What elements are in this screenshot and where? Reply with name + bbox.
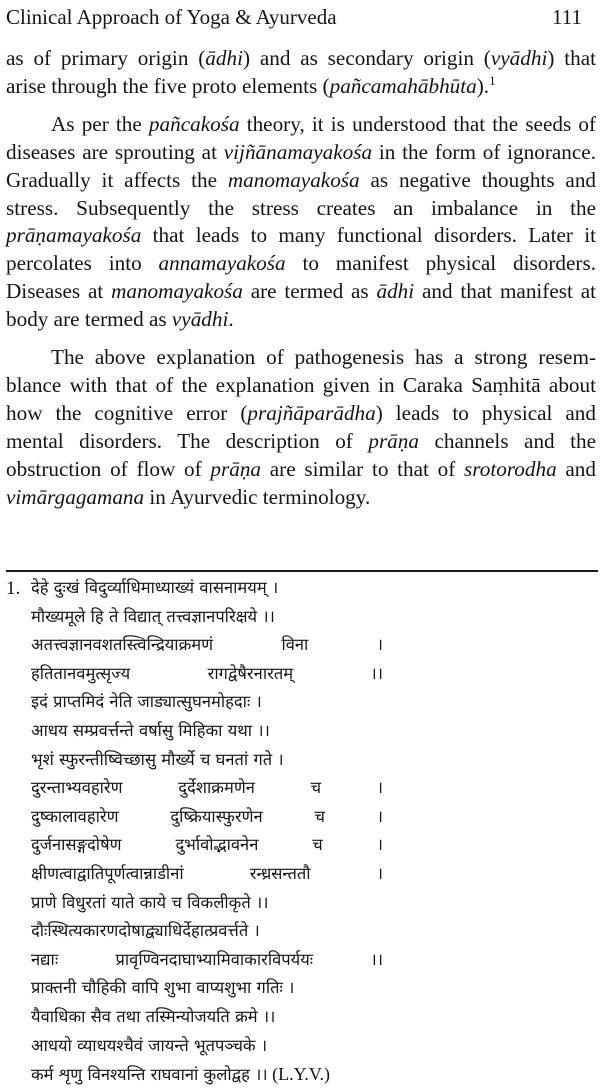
text-run: ). xyxy=(476,73,490,98)
footnote-line xyxy=(6,603,596,632)
verse-line: दुर्जनासङ्गदोषेण दुर्भावोद्भावनेन च । xyxy=(31,835,383,855)
verse-line: आधयो व्याधयश्चैवं जायन्ते भूतपञ्चके । xyxy=(31,1035,268,1055)
footnote-line xyxy=(6,631,596,660)
text-run: channels and the obstruction of flow of xyxy=(6,428,596,481)
text-run: are termed as xyxy=(242,279,377,304)
page-number: 111 xyxy=(552,5,582,29)
text-run: ) leads to physical and mental disorders. The description of xyxy=(6,400,596,453)
text-run: . xyxy=(228,307,234,332)
footnote-line xyxy=(6,774,596,803)
italic-term: annamayakośa xyxy=(158,251,286,276)
footnote-line xyxy=(6,746,596,775)
footnote-line xyxy=(6,1003,596,1032)
text-run: as negative thoughts and stress. Subsequently the stress creates an imbalance in the xyxy=(6,167,597,220)
verse-line: आधय सम्प्रवर्त्तन्ते वर्षासु मिहिका यथा ।। xyxy=(31,720,270,740)
verse-line: क्षीणत्वाद्वातिपूर्णत्वान्नाडीनां रन्ध्रसन्ततौ । xyxy=(31,863,383,883)
footnote-line xyxy=(6,688,596,717)
footnote-line xyxy=(6,717,596,746)
text-run: in the form of ignorance. Gradually it affects the xyxy=(6,139,596,192)
text-run: as of primary origin ( xyxy=(6,46,206,70)
text-run: that leads to many functional disorders. Later it percolates into xyxy=(6,223,596,276)
footnote-line xyxy=(6,889,596,918)
verse-line: दुष्कालावहारेण दुष्क्रियास्फुरणेन च । xyxy=(31,806,383,826)
footnote-line xyxy=(6,946,596,975)
italic-term: manomayakośa xyxy=(227,167,360,192)
italic-term: ādhi xyxy=(205,46,243,70)
verse-line: अतत्त्वज्ञानवशतस्त्विन्द्रियाक्रमणं विना । xyxy=(31,635,383,655)
footnote-line xyxy=(6,803,596,832)
footnote-line xyxy=(6,1032,596,1061)
text-run: in Ayurvedic terminology. xyxy=(144,484,371,509)
text-run: and xyxy=(556,456,596,481)
footnote-reference[interactable]: 1 xyxy=(489,72,496,88)
paragraph-1 xyxy=(6,45,596,101)
italic-term: srotorodha xyxy=(464,456,557,481)
italic-term: prāṇa xyxy=(368,428,419,453)
footnote-line xyxy=(6,660,596,689)
verse-line: प्राणे विधुरतां याते काये च विकलीकृते ।। xyxy=(31,892,269,912)
italic-term: vyādhi xyxy=(171,307,229,332)
paragraph-2 xyxy=(6,111,596,334)
italic-term: pañcamahābhūta xyxy=(329,73,477,98)
italic-term: prāṇamayakośa xyxy=(6,223,142,248)
footnote-line xyxy=(6,574,596,603)
verse-line: हतितानवमुत्सृज्य रागद्वेषैरनारतम् ।। xyxy=(31,663,383,683)
italic-term: vimārgagamana xyxy=(6,484,145,509)
main-text xyxy=(6,45,596,522)
footnote-line xyxy=(6,860,596,889)
italic-term: vyādhi xyxy=(490,46,548,70)
verse-line: देहे दुःखं विदुर्व्याधिमाध्याख्यं वासनामयम् । xyxy=(31,578,279,597)
text-run: theory, it is understood that the seeds of diseases are sprouting at xyxy=(6,111,596,164)
text-run: and that manifest at body are termed as xyxy=(6,279,596,332)
verse-line: मौख्यमूले हि ते विद्यात् तत्त्वज्ञानपरिक्षये ।। xyxy=(31,606,275,626)
verse-line: भृशं स्फुरन्तीष्विच्छासु मौर्ख्ये च घनतां गते । xyxy=(31,749,284,769)
footnote-separator xyxy=(6,570,598,572)
footnote-line xyxy=(6,831,596,860)
text-run: As per the xyxy=(51,111,149,136)
italic-term: prajñāparādha xyxy=(247,400,376,425)
italic-term: ādhi xyxy=(376,279,415,304)
text-run: are similar to that of xyxy=(261,456,465,481)
footnote-line xyxy=(6,1060,596,1089)
paragraph-3 xyxy=(6,344,596,511)
verse-text: कर्म शृणु विनश्यन्ति राघवानां कुलोद्वह ।। xyxy=(31,1065,268,1085)
footnote-line xyxy=(6,974,596,1003)
footnote-line xyxy=(6,917,596,946)
footnote xyxy=(6,574,596,1089)
italic-term: manomayakośa xyxy=(111,279,243,304)
verse-line: प्राक्तनी चौहिकी वापि शुभा वाप्यशुभा गतिः । xyxy=(31,978,295,998)
verse-line: नद्याः प्रावृण्विनदाघाभ्यामिवाकारविपर्ययः ।। xyxy=(31,949,383,969)
italic-term: vijñānamayakośa xyxy=(223,139,373,164)
text-run: ) that arise through the five proto elements ( xyxy=(6,46,596,98)
text-run: ) and as secondary origin ( xyxy=(242,46,491,70)
footnote-marker: 1. xyxy=(6,578,21,599)
citation: (L.Y.V.) xyxy=(267,1064,331,1085)
verse-line xyxy=(31,1063,383,1086)
running-title: Clinical Approach of Yoga & Ayurveda xyxy=(6,5,337,29)
italic-term: prāṇa xyxy=(210,456,262,481)
verse-line: यैवाधिका सैव तथा तस्मिन्योजयति क्रमे ।। xyxy=(31,1006,276,1026)
italic-term: pañcakośa xyxy=(148,111,240,136)
text-run: to manifest physical disorders. Diseases at xyxy=(6,251,596,304)
text-run: The above explanation of pathogenesis has a strong resemblance with that of the explanation given in Caraka Saṃhitā about how the cognitive error ( xyxy=(6,345,596,425)
running-header xyxy=(6,2,582,32)
verse-line: इदं प्राप्तमिदं नेति जाड्यात्सुघनमोहदाः । xyxy=(31,692,262,712)
verse-line: दुरन्ताभ्यवहारेण दुर्देशाक्रमणेन च । xyxy=(31,778,383,798)
verse-line: दौःस्थित्यकारणदोषाद्व्याधिर्देहात्प्रवर्त्तते । xyxy=(31,921,260,941)
